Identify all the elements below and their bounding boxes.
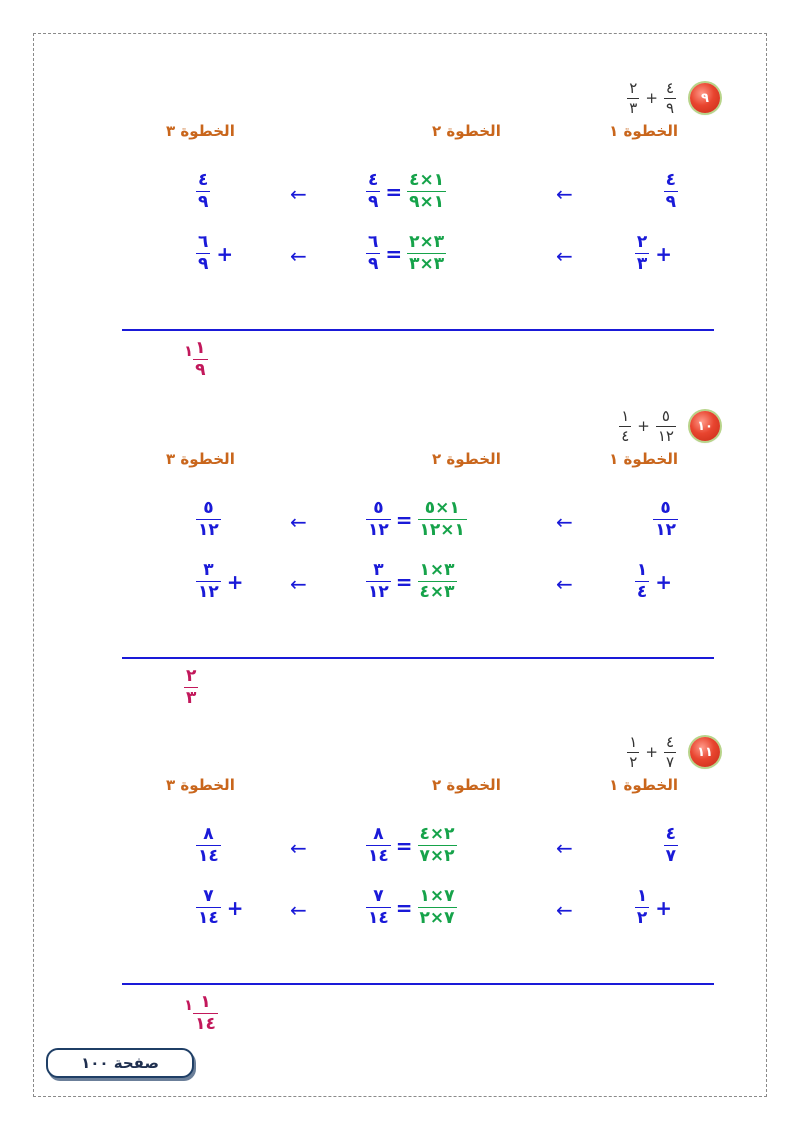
- step-row: [0, 230, 800, 286]
- step-3-fraction-numerator: ٧: [203, 886, 214, 906]
- step-1-fraction-numerator: ١: [636, 560, 648, 580]
- step-2-result-fraction-denominator: ١٢: [368, 582, 389, 602]
- step-2-result-fraction: [366, 234, 380, 273]
- step-3-fraction-numerator: ٦: [198, 232, 209, 252]
- answer-value: [184, 994, 218, 1033]
- arrow-icon: ←: [290, 182, 307, 206]
- step-2-result-fraction-denominator: ٩: [368, 254, 379, 274]
- plus-sign: +: [655, 895, 672, 920]
- step-2-result-fraction: [366, 826, 391, 865]
- expr-fraction-b: [656, 406, 676, 445]
- step-2-result-fraction-numerator: ٣: [373, 560, 384, 580]
- expr-fraction-a: [619, 406, 631, 445]
- step-2-label: الخطوة ٢: [432, 450, 501, 468]
- arrow-icon: ←: [556, 572, 573, 596]
- step-2-result-fraction-numerator: ٨: [373, 824, 384, 844]
- arrow-icon: ←: [290, 572, 307, 596]
- arrow-icon: ←: [556, 898, 573, 922]
- arrow-icon: ←: [290, 898, 307, 922]
- plus-sign: +: [637, 417, 650, 435]
- answer-rule: [122, 657, 714, 659]
- step-2-calc-fraction-numerator: ٧×١: [419, 886, 455, 906]
- answer-fraction: [193, 994, 218, 1033]
- equals-sign: =: [385, 241, 403, 266]
- step-2-calc-fraction-numerator: ٣×٢: [409, 232, 445, 252]
- step-3-label: الخطوة ٣: [166, 122, 235, 140]
- step-2-label: الخطوة ٢: [432, 776, 501, 794]
- step-1-cell: [653, 500, 678, 539]
- step-1-fraction: [664, 826, 678, 865]
- expr-fraction-a: [627, 78, 639, 117]
- step-2-calc-fraction: [418, 826, 457, 865]
- step-3-cell: [196, 888, 250, 927]
- problem-block: [0, 76, 800, 396]
- arrow-icon: ←: [556, 510, 573, 534]
- step-1-fraction-numerator: ٥: [660, 498, 671, 518]
- step-1-fraction: [635, 888, 649, 927]
- step-3-fraction-denominator: ١٤: [198, 908, 219, 928]
- expr-fraction-a-numerator: ٢: [629, 78, 638, 97]
- step-1-fraction-denominator: ٣: [636, 254, 648, 274]
- answer-fraction: [184, 668, 198, 707]
- expr-fraction-a: [627, 732, 639, 771]
- problem-number-badge: ٩: [690, 83, 720, 113]
- plus-sign: +: [645, 89, 658, 107]
- step-2-calc-fraction-denominator: ٣×٣: [409, 254, 445, 274]
- step-2-calc-fraction: [407, 234, 446, 273]
- step-2-result-fraction: [366, 500, 391, 539]
- step-1-fraction-denominator: ٩: [665, 192, 676, 212]
- step-2-calc-fraction: [418, 500, 467, 539]
- step-3-fraction: [196, 888, 221, 927]
- equals-sign: =: [395, 569, 413, 594]
- step-2-calc-fraction-denominator: ٣×٤: [419, 582, 455, 602]
- answer-fraction-denominator: ٩: [195, 360, 206, 380]
- step-2-cell: [366, 500, 467, 539]
- problem-number-badge: ١١: [690, 737, 720, 767]
- step-2-cell: [366, 826, 457, 865]
- step-2-result-fraction-denominator: ١٤: [368, 908, 389, 928]
- step-3-cell: [196, 562, 250, 601]
- step-2-calc-fraction: [418, 888, 457, 927]
- step-2-label: الخطوة ٢: [432, 122, 501, 140]
- step-3-fraction-denominator: ١٤: [198, 846, 219, 866]
- expr-fraction-a-denominator: ٢: [629, 752, 638, 771]
- step-2-calc-fraction-denominator: ١×١٢: [419, 520, 465, 540]
- step-1-cell: [635, 562, 678, 601]
- step-3-fraction: [196, 234, 210, 273]
- step-2-result-fraction-denominator: ٩: [368, 192, 379, 212]
- step-1-fraction: [635, 234, 649, 273]
- step-3-fraction: [196, 826, 221, 865]
- problem-header: [627, 730, 720, 774]
- step-2-result-fraction: [366, 888, 391, 927]
- expr-fraction-a-numerator: ١: [629, 732, 638, 751]
- step-1-label: الخطوة ١: [609, 776, 678, 794]
- step-1-fraction-denominator: ٢: [636, 908, 648, 928]
- answer-fraction-numerator: ١: [200, 992, 211, 1012]
- expr-fraction-b: [664, 78, 676, 117]
- step-2-calc-fraction: [418, 562, 457, 601]
- answer-fraction-numerator: ١: [195, 338, 206, 358]
- step-2-calc-fraction: [407, 172, 446, 211]
- step-2-calc-fraction-denominator: ٢×٧: [419, 846, 455, 866]
- step-1-cell: [635, 888, 678, 927]
- step-2-result-fraction-denominator: ١٤: [368, 846, 389, 866]
- step-2-cell: [366, 234, 446, 273]
- answer-fraction-denominator: ٣: [186, 688, 197, 708]
- expr-fraction-a-denominator: ٣: [629, 98, 638, 117]
- step-3-fraction-numerator: ٤: [198, 170, 209, 190]
- step-2-cell: [366, 888, 457, 927]
- step-1-cell: [635, 234, 678, 273]
- problem-header: [619, 404, 720, 448]
- step-2-result-fraction: [366, 172, 380, 211]
- problem-number-badge: ١٠: [690, 411, 720, 441]
- step-1-cell: [664, 172, 678, 211]
- equals-sign: =: [395, 895, 413, 920]
- plus-sign: +: [655, 241, 672, 266]
- plus-sign: +: [655, 569, 672, 594]
- step-1-label: الخطوة ١: [609, 450, 678, 468]
- arrow-icon: ←: [290, 510, 307, 534]
- step-1-fraction-numerator: ٤: [665, 170, 676, 190]
- step-1-fraction-numerator: ٢: [636, 232, 648, 252]
- step-3-fraction-numerator: ٥: [203, 498, 214, 518]
- step-2-result-fraction-denominator: ١٢: [368, 520, 389, 540]
- answer-fraction: [193, 340, 207, 379]
- step-3-cell: [196, 234, 239, 273]
- step-3-fraction: [196, 562, 221, 601]
- step-3-fraction: [196, 500, 221, 539]
- step-2-result-fraction: [366, 562, 391, 601]
- step-3-cell: [196, 172, 210, 211]
- arrow-icon: ←: [556, 182, 573, 206]
- step-3-fraction: [196, 172, 210, 211]
- step-2-calc-fraction-numerator: ٢×٤: [419, 824, 455, 844]
- answer-fraction-denominator: ١٤: [195, 1014, 216, 1034]
- expr-fraction-b-numerator: ٤: [665, 732, 674, 751]
- step-3-label: الخطوة ٣: [166, 450, 235, 468]
- step-2-result-fraction-numerator: ٤: [368, 170, 379, 190]
- step-2-calc-fraction-numerator: ٣×١: [419, 560, 455, 580]
- answer-value: [184, 668, 198, 707]
- step-2-cell: [366, 562, 457, 601]
- step-3-fraction-denominator: ٩: [198, 254, 209, 274]
- equals-sign: =: [395, 507, 413, 532]
- step-3-fraction-denominator: ١٢: [198, 520, 219, 540]
- step-1-fraction-numerator: ٤: [665, 824, 676, 844]
- problem-expression: [619, 406, 676, 445]
- step-row: [0, 496, 800, 552]
- step-row: [0, 822, 800, 878]
- step-1-fraction-numerator: ١: [636, 886, 648, 906]
- expr-fraction-b-denominator: ١٢: [657, 426, 674, 445]
- plus-sign: +: [645, 743, 658, 761]
- page-number-badge: صفحة ١٠٠: [46, 1048, 194, 1078]
- step-1-fraction: [635, 562, 649, 601]
- step-row: [0, 558, 800, 614]
- plus-sign: +: [226, 569, 244, 594]
- step-1-cell: [664, 826, 678, 865]
- step-2-cell: [366, 172, 446, 211]
- plus-sign: +: [216, 241, 234, 266]
- step-3-fraction-numerator: ٣: [203, 560, 214, 580]
- arrow-icon: ←: [290, 836, 307, 860]
- step-2-calc-fraction-numerator: ١×٥: [424, 498, 460, 518]
- problem-expression: [627, 78, 676, 117]
- step-3-fraction-denominator: ٩: [198, 192, 209, 212]
- step-3-cell: [196, 826, 221, 865]
- step-2-result-fraction-numerator: ٦: [368, 232, 379, 252]
- step-3-cell: [196, 500, 221, 539]
- step-2-calc-fraction-denominator: ٧×٢: [419, 908, 455, 928]
- step-row: [0, 884, 800, 940]
- step-2-calc-fraction-numerator: ١×٤: [409, 170, 445, 190]
- answer-value: [184, 340, 208, 379]
- answer-rule: [122, 983, 714, 985]
- step-1-fraction: [664, 172, 678, 211]
- step-3-fraction-numerator: ٨: [203, 824, 214, 844]
- step-row: [0, 168, 800, 224]
- answer-fraction-numerator: ٢: [186, 666, 197, 686]
- problem-block: [0, 730, 800, 1050]
- expr-fraction-b-numerator: ٤: [665, 78, 674, 97]
- equals-sign: =: [395, 833, 413, 858]
- step-2-calc-fraction-denominator: ١×٩: [409, 192, 445, 212]
- problem-block: [0, 404, 800, 724]
- expr-fraction-b-numerator: ٥: [661, 406, 670, 425]
- step-1-fraction-denominator: ٤: [636, 582, 648, 602]
- problem-expression: [627, 732, 676, 771]
- expr-fraction-a-numerator: ١: [621, 406, 630, 425]
- step-1-fraction-denominator: ١٢: [655, 520, 676, 540]
- arrow-icon: ←: [290, 244, 307, 268]
- step-3-fraction-denominator: ١٢: [198, 582, 219, 602]
- arrow-icon: ←: [556, 244, 573, 268]
- step-1-fraction: [653, 500, 678, 539]
- equals-sign: =: [385, 179, 403, 204]
- step-3-label: الخطوة ٣: [166, 776, 235, 794]
- answer-whole-number: ١: [184, 342, 194, 360]
- answer-whole-number: ١: [184, 996, 194, 1014]
- step-1-fraction-denominator: ٧: [665, 846, 676, 866]
- expr-fraction-a-denominator: ٤: [621, 426, 630, 445]
- step-1-label: الخطوة ١: [609, 122, 678, 140]
- answer-rule: [122, 329, 714, 331]
- arrow-icon: ←: [556, 836, 573, 860]
- step-2-result-fraction-numerator: ٥: [373, 498, 384, 518]
- expr-fraction-b: [664, 732, 676, 771]
- expr-fraction-b-denominator: ٩: [665, 98, 674, 117]
- plus-sign: +: [226, 895, 244, 920]
- problem-header: [627, 76, 720, 120]
- expr-fraction-b-denominator: ٧: [665, 752, 674, 771]
- step-2-result-fraction-numerator: ٧: [373, 886, 384, 906]
